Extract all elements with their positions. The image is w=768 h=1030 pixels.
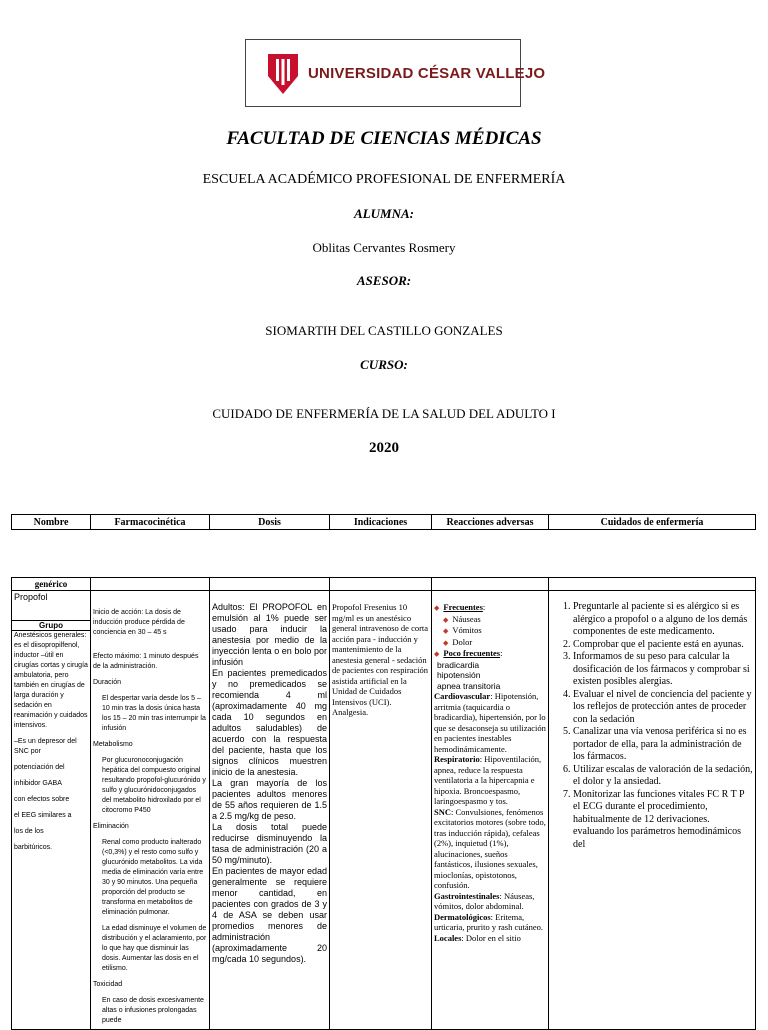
snc-line: barbitúricos. <box>14 844 53 851</box>
pk-metabolism-title: Metabolismo <box>93 741 133 748</box>
header-cuidados: Cuidados de enfermería <box>549 515 756 530</box>
frequent-item: Náuseas <box>452 613 481 624</box>
drug-name: Propofol <box>14 592 48 602</box>
care-item: 2. Comprobar que el paciente está en ayunas. <box>573 639 753 652</box>
advisor-name: SIOMARTIH DEL CASTILLO GONZALES <box>265 323 503 338</box>
drug-table-header <box>11 514 756 530</box>
indications-cell <box>330 591 432 1030</box>
gi-text: Náuseas, vómitos, dolor abdominal. <box>434 890 535 911</box>
resp-label: Respiratorio <box>434 754 480 764</box>
pk-elimination: Renal como producto inalterado (<0,3%) y el resto como sulfo y glucurónido metabolitos. La vida media de eliminación varía entre 30 y 90 minutos. Una pequeña proporción del producto se transforma en metabolitos de eliminación pulmonar. <box>102 839 204 916</box>
name-cell <box>12 591 91 1030</box>
diamond-bullet-icon: ◆ <box>434 650 440 658</box>
snc-text: Convulsiones, fenómenos excitatorios motores (sobre todo, tras inducción rápida), cefaleas (2%), inquietud (1%), alucinaciones, sueños fantásticos, ilusiones sexuales, mioclonías, opistotonos, confusión. <box>434 806 546 890</box>
pk-max: Efecto máximo: 1 minuto después de la administración. <box>93 653 199 670</box>
care-list <box>551 601 753 851</box>
year: 2020 <box>369 440 399 456</box>
gi-label: Gastrointestinales <box>434 890 500 901</box>
pk-duration: El despertar varía desde los 5 – 10 min tras la dosis única hasta los 15 – 20 min tras interrumpir la infusión <box>102 695 206 732</box>
pk-toxicity-title: Toxicidad <box>93 981 123 988</box>
generic-label: genérico <box>12 578 91 591</box>
cv-text: Hipotensión, arritmia (taquicardia o bradicardia), hipertensión, por lo que se desaconseja su utilización en pacientes inestables hemodinámicamente. <box>434 691 546 754</box>
group-text: Anestésicos generales: es el diisopropilfenol, inductor –útil en cirugías cortas y cirugía ambulatoria, pero también en cirugías de larga duración y sedación en reanimación y cuidados intensivos. <box>14 632 88 729</box>
course-name: CUIDADO DE ENFERMERÍA DE LA SALUD DEL ADULTO I <box>212 406 556 421</box>
pk-elimination-title: Eliminación <box>93 823 129 830</box>
faculty-title: FACULTAD DE CIENCIAS MÉDICAS <box>226 128 542 149</box>
snc-line: potenciación del <box>14 764 65 771</box>
care-item: 7. Monitorizar las funciones vitales FC R T P el ECG durante el procedimiento, habitualmente de 12 derivaciones. evaluando los parámetros hemodinámicos del <box>573 789 753 852</box>
header-reacciones: Reacciones adversas <box>432 515 549 530</box>
advisor-label: ASESOR: <box>356 273 412 288</box>
student-label: ALUMNA: <box>354 206 414 221</box>
logo-text: UNIVERSIDAD CÉSAR VALLEJO <box>308 65 546 82</box>
rare-label: Poco frecuentes <box>443 648 501 658</box>
care-item: 3. Informamos de su peso para calcular la dosificación de los fármacos y comprobar si existen posibles alergias. <box>573 651 753 689</box>
header-dosis: Dosis <box>210 515 330 530</box>
snc-line: los de los <box>14 828 44 835</box>
pk-metabolism: Por glucuronoconjugación hepática del compuesto original resultando propofol-glucurónido y sulfo y glucurónidoconjugados del metabolito hidroxilado por el citocromo P450 <box>102 757 206 814</box>
reactions-cell: ◆ Frecuentes: ◆ Náuseas ◆ Vómitos ◆ Dolor ◆ Poco frecuentes: bradicardia hipotensión apnea transitoria Cardiovascular: Hipotensión, arritmia (taquicardia o bradicardia), hipertensión, por lo que se desaconseja su utilización en pacientes inestables hemodinámicamente. Respiratorio: Hipoventilación, apnea, reduce la respuesta ventilatoria a la hipercapnia e hipoxia. Broncoespasmo, laringoespasmo y tos. SNC: Convulsiones, fenómenos excitatorios motores (sobre todo, tras inducción rápida), cefaleas (2%), inquietud (1%), alucinaciones, sueños fantásticos, ilusiones sexuales, mioclonías, opistotonos, confusión. Gastrointestinales: Náuseas, vómitos, dolor abdominal. Dermatológicos: Eritema, urticaria, prurito y rash cutáneo. Locales: Dolor en el sitio <box>432 591 549 1030</box>
snc-line: inhibidor GABA <box>14 780 62 787</box>
nursing-care-cell <box>549 591 756 1030</box>
care-item: 1. Preguntarle al paciente si es alérgico si es alérgico a propofol o a alguno de los demás componentes de este medicamento. <box>573 601 753 639</box>
rare-item: hipotensión <box>437 670 481 680</box>
care-item: 4. Evaluar el nivel de conciencia del paciente y los reflejos de protección antes de proceder con la sedación <box>573 689 753 727</box>
diamond-bullet-icon: ◆ <box>443 638 449 647</box>
course-label: CURSO: <box>360 357 408 372</box>
dose-text: Adultos: El PROPOFOL en emulsión al 1% puede ser usado para inducir la anestesia por medio de la inyección lenta o en bolo por infusión En pacientes premedicados y no premedicados se recomienda 4 ml (aproximadamente 40 mg cada 10 segundos en adultos saludables) de acuerdo con la respuesta del paciente, hasta que los signos clínicos muestren inicio de la anestesia. La gran mayoría de los pacientes adultos menores de 55 años requieren de 1.5 a 2.5 mg/kg de peso. La dosis total puede reducirse disminuyendo la tasa de administración (20 a 50 mg/minuto). En pacientes de mayor edad generalmente se requiere menor cantidad, en pacientes con grados de 3 y 4 de ASA se deben usar promedios menores de administración (aproximadamente 20 mg/cada 10 segundos). <box>212 602 327 964</box>
pk-toxicity: En caso de dosis excesivamente altas o infusiones prolongadas puede <box>102 997 204 1024</box>
local-text: Dolor en el sitio <box>465 932 521 943</box>
snc-lines <box>14 737 88 853</box>
student-name: Oblitas Cervantes Rosmery <box>312 240 456 255</box>
care-item: 5. Canalizar una vía venosa periférica si no es portador de ella, para la administración de los fármacos. <box>573 726 753 764</box>
pharmacokinetics-cell <box>91 591 210 1030</box>
pk-age: La edad disminuye el volumen de distribución y el aclaramiento, por lo que hay que disminuir las dosis. Aumentar las dosis en el etilismo. <box>102 925 207 972</box>
snc-label: SNC <box>434 806 452 817</box>
frequent-item: Dolor <box>452 636 473 647</box>
header-indicaciones: Indicaciones <box>330 515 432 530</box>
drug-table <box>11 577 756 1030</box>
care-item: 6. Utilizar escalas de valoración de la sedación, el dolor y la ansiedad. <box>573 764 753 789</box>
local-label: Locales <box>434 932 462 943</box>
indications-text: Propofol Fresenius 10 mg/ml es un anestésico general intravenoso de corta acción para - inducción y mantenimiento de la anestesia general - sedación de pacientes con respiración asistida artificial en la Unidad de Cuidados Intensivos (UCI). Analgesia. <box>332 602 429 717</box>
school-name: ESCUELA ACADÉMICO PROFESIONAL DE ENFERMERÍA <box>202 172 566 187</box>
derm-text: Eritema, urticaria, prurito y rash cutáneo. <box>434 911 544 932</box>
snc-line: el EEG similares a <box>14 812 72 819</box>
frequent-label: Frecuentes <box>443 602 483 612</box>
frequent-item: Vómitos <box>452 625 482 635</box>
diamond-bullet-icon: ◆ <box>443 627 449 635</box>
dose-cell <box>210 591 330 1030</box>
snc-line: con efectos sobre <box>14 796 70 803</box>
resp-text: Hipoventilación, apnea, reduce la respuesta ventilatoria a la hipercapnia e hipoxia. Broncoespasmo, laringoespasmo y tos. <box>434 754 542 806</box>
diamond-bullet-icon: ◆ <box>434 604 440 612</box>
derm-label: Dermatológicos <box>434 911 491 922</box>
cv-label: Cardiovascular <box>434 691 491 701</box>
university-logo <box>245 39 546 107</box>
rare-item: apnea transitoria <box>437 680 501 691</box>
header-farmacocinetica: Farmacocinética <box>91 515 210 530</box>
header-nombre: Nombre <box>12 515 91 530</box>
rare-item: bradicardia <box>437 659 480 670</box>
pk-onset: Inicio de acción: La dosis de inducción produce pérdida de conciencia en 30 – 45 s <box>93 609 185 636</box>
diamond-bullet-icon: ◆ <box>443 615 449 624</box>
snc-line: –Es un depresor del SNC por <box>14 738 77 755</box>
pk-duration-title: Duración <box>93 679 122 686</box>
university-crest-icon <box>268 54 298 94</box>
group-label: Grupo <box>12 620 90 631</box>
